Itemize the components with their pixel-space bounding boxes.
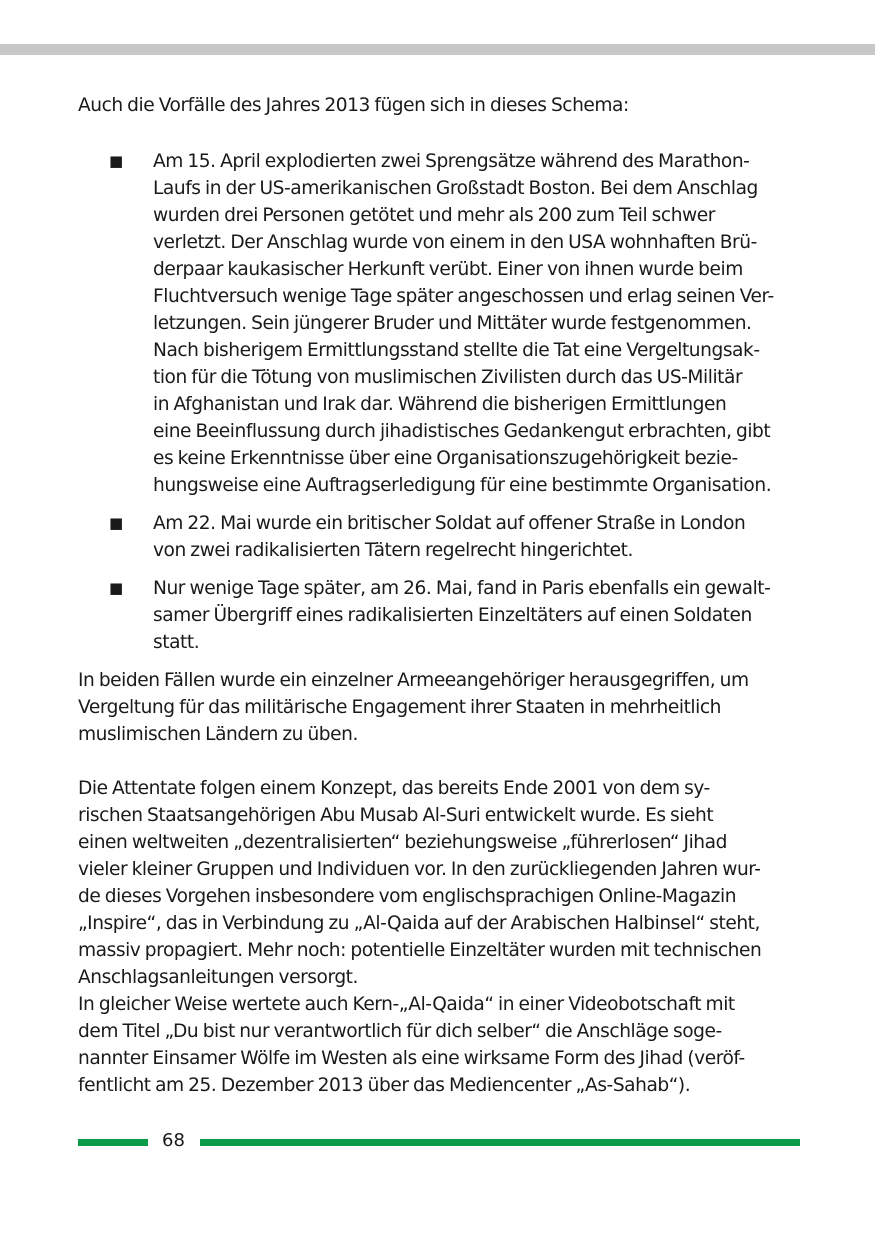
bullet-line: Laufs in der US-amerikanischen Großstadt Boston. Bei dem Anschlag bbox=[153, 178, 758, 199]
bullet-line: statt. bbox=[153, 632, 200, 653]
paragraph-kern-al-qaida bbox=[78, 991, 800, 1099]
page-footer bbox=[78, 1128, 800, 1154]
paragraph-line: rischen Staatsangehörigen Abu Musab Al-Suri entwickelt wurde. Es sieht bbox=[78, 805, 714, 826]
bullet-item bbox=[78, 510, 800, 564]
bullet-line: es keine Erkenntnisse über eine Organisationszugehörigkeit bezie- bbox=[153, 448, 738, 469]
paragraph-line: In gleicher Weise wertete auch Kern-„Al-Qaida“ in einer Videobotschaft mit bbox=[78, 994, 735, 1015]
page-number: 68 bbox=[162, 1130, 185, 1151]
bullet-line: letzungen. Sein jüngerer Bruder und Mittäter wurde festgenommen. bbox=[153, 313, 752, 334]
page-content bbox=[78, 92, 800, 1099]
bullet-line: Am 15. April explodierten zwei Sprengsätze während des Marathon- bbox=[153, 151, 750, 172]
footer-bar-left bbox=[78, 1139, 148, 1146]
intro-paragraph bbox=[78, 92, 800, 119]
bullet-line: derpaar kaukasischer Herkunft verübt. Einer von ihnen wurde beim bbox=[153, 259, 743, 280]
paragraph-line: muslimischen Ländern zu üben. bbox=[78, 724, 358, 745]
paragraph-line: „Inspire“, das in Verbindung zu „Al-Qaida auf der Arabischen Halbinsel“ steht, bbox=[78, 913, 760, 934]
bullet-line: eine Beeinflussung durch jihadistisches Gedankengut erbrachten, gibt bbox=[153, 421, 771, 442]
paragraph-attentate bbox=[78, 775, 800, 991]
bullet-line: tion für die Tötung von muslimischen Zivilisten durch das US-Militär bbox=[153, 367, 743, 388]
paragraph-line: fentlicht am 25. Dezember 2013 über das Mediencenter „As-Sahab“). bbox=[78, 1075, 691, 1096]
paragraph-line: Anschlagsanleitungen versorgt. bbox=[78, 967, 358, 988]
bullet-line: hungsweise eine Auftragserledigung für eine bestimmte Organisation. bbox=[153, 475, 772, 496]
paragraph-line: massiv propagiert. Mehr noch: potentielle Einzeltäter wurden mit technischen bbox=[78, 940, 762, 961]
bullet-square-icon: ■ bbox=[109, 152, 123, 170]
paragraph-line: einen weltweiten „dezentralisierten“ beziehungsweise „führerlosen“ Jihad bbox=[78, 832, 727, 853]
bullet-line: wurden drei Personen getötet und mehr als 200 zum Teil schwer bbox=[153, 205, 715, 226]
top-rule bbox=[0, 44, 875, 55]
bullet-square-icon: ■ bbox=[109, 514, 123, 532]
bullet-line: samer Übergriff eines radikalisierten Einzeltäters auf einen Soldaten bbox=[153, 605, 752, 626]
paragraph-armeeangehoeriger bbox=[78, 667, 800, 748]
bullet-line: in Afghanistan und Irak dar. Während die bisherigen Ermittlungen bbox=[153, 394, 727, 415]
paragraph-gap bbox=[78, 748, 800, 775]
bullet-line: von zwei radikalisierten Tätern regelrecht hingerichtet. bbox=[153, 540, 633, 561]
footer-bar-right bbox=[200, 1139, 800, 1146]
paragraph-line: nannter Einsamer Wölfe im Westen als eine wirksame Form des Jihad (veröf- bbox=[78, 1048, 745, 1069]
paragraph-line: Vergeltung für das militärische Engagement ihrer Staaten in mehrheitlich bbox=[78, 697, 721, 718]
bullet-line: Nur wenige Tage später, am 26. Mai, fand in Paris ebenfalls ein gewalt- bbox=[153, 578, 771, 599]
bullet-line: verletzt. Der Anschlag wurde von einem in den USA wohnhaften Brü- bbox=[153, 232, 757, 253]
paragraph-line: Die Attentate folgen einem Konzept, das bereits Ende 2001 von dem sy- bbox=[78, 778, 710, 799]
bullet-line: Nach bisherigem Ermittlungsstand stellte die Tat eine Vergeltungsak- bbox=[153, 340, 760, 361]
paragraph-line: vieler kleiner Gruppen und Individuen vor. In den zurückliegenden Jahren wur- bbox=[78, 859, 761, 880]
paragraph-line: de dieses Vorgehen insbesondere vom englischsprachigen Online-Magazin bbox=[78, 886, 737, 907]
intro-line: Auch die Vorfälle des Jahres 2013 fügen sich in dieses Schema: bbox=[78, 95, 629, 116]
bullet-square-icon: ■ bbox=[109, 579, 123, 597]
paragraph-line: dem Titel „Du bist nur verantwortlich für dich selber“ die Anschläge soge- bbox=[78, 1021, 722, 1042]
bullet-item bbox=[78, 148, 800, 499]
paragraph-line: In beiden Fällen wurde ein einzelner Armeeangehöriger herausgegriffen, um bbox=[78, 670, 749, 691]
bullet-list bbox=[78, 148, 800, 656]
bullet-line: Fluchtversuch wenige Tage später angeschossen und erlag seinen Ver- bbox=[153, 286, 774, 307]
bullet-item bbox=[78, 575, 800, 656]
bullet-line: Am 22. Mai wurde ein britischer Soldat auf offener Straße in London bbox=[153, 513, 746, 534]
